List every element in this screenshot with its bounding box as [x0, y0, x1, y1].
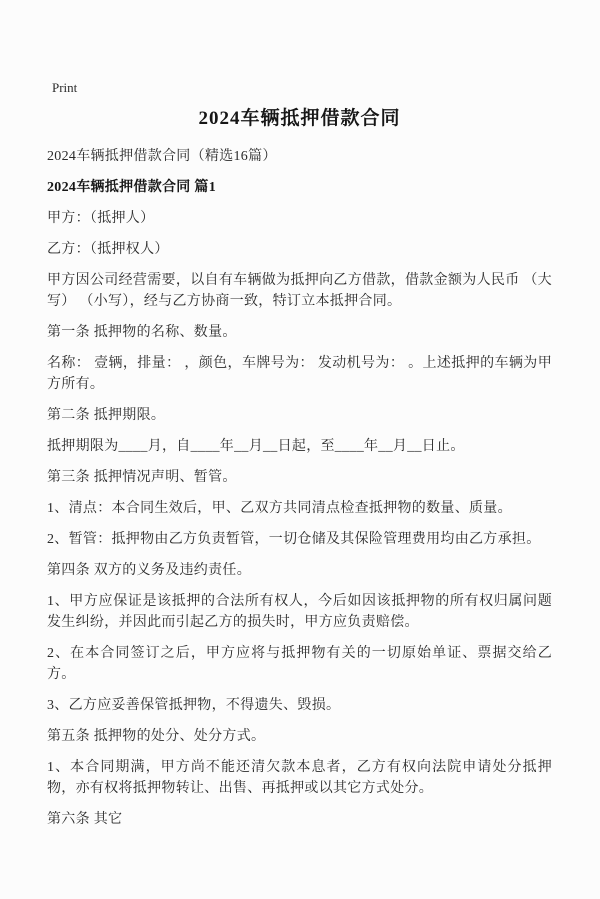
contract-paragraph: 第五条 抵押物的处分、处分方式。 — [47, 729, 266, 744]
contract-paragraph: 1、清点：本合同生效后，甲、乙双方共同清点检查抵押物的数量、质量。 — [47, 501, 512, 516]
contract-paragraph: 第六条 其它 — [47, 812, 123, 827]
print-button[interactable]: Print — [52, 80, 78, 95]
contract-paragraph: 第一条 抵押物的名称、数量。 — [47, 325, 237, 340]
contract-paragraph: 乙方：（抵押权人） — [47, 242, 169, 257]
contract-paragraph: 1、本合同期满，甲方尚不能还清欠款本息者，乙方有权向法院申请处分抵押物，亦有权将抵押物转让、出售、再抵押或以其它方式处分。 — [47, 760, 552, 796]
contract-paragraph: 抵押期限为____月，自____年__月__日起，至____年__月__日止。 — [47, 439, 465, 454]
page-title: 2024车辆抵押借款合同 — [198, 108, 401, 129]
contract-paragraph: 1、甲方应保证是该抵押的合法所有权人，今后如因该抵押物的所有权归属问题发生纠纷，并因此而引起乙方的损失时，甲方应负责赔偿。 — [47, 594, 552, 630]
document-body — [47, 208, 552, 830]
contract-paragraph: 3、乙方应妥善保管抵押物，不得遗失、毁损。 — [47, 698, 341, 713]
contract-paragraph: 2、在本合同签订之后，甲方应将与抵押物有关的一切原始单证、票据交给乙方。 — [47, 646, 552, 682]
contract-paragraph: 甲方：（抵押人） — [47, 211, 155, 226]
contract-paragraph: 名称： 壹辆，排量： ，颜色，车牌号为： 发动机号为： 。上述抵押的车辆为甲方所有。 — [47, 356, 552, 392]
contract-paragraph: 第三条 抵押情况声明、暂管。 — [47, 470, 237, 485]
contract-paragraph: 甲方因公司经营需要，以自有车辆做为抵押向乙方借款，借款金额为人民币 （大写） （小写），经与乙方协商一致，特订立本抵押合同。 — [47, 273, 552, 309]
contract-paragraph: 2、暂管：抵押物由乙方负责暂管，一切仓储及其保险管理费用均由乙方承担。 — [47, 532, 541, 547]
section-heading: 2024车辆抵押借款合同 篇1 — [47, 180, 216, 195]
contract-paragraph: 第四条 双方的义务及违约责任。 — [47, 563, 251, 578]
contract-paragraph: 第二条 抵押期限。 — [47, 408, 166, 423]
document-subtitle: 2024车辆抵押借款合同（精选16篇） — [47, 149, 277, 164]
